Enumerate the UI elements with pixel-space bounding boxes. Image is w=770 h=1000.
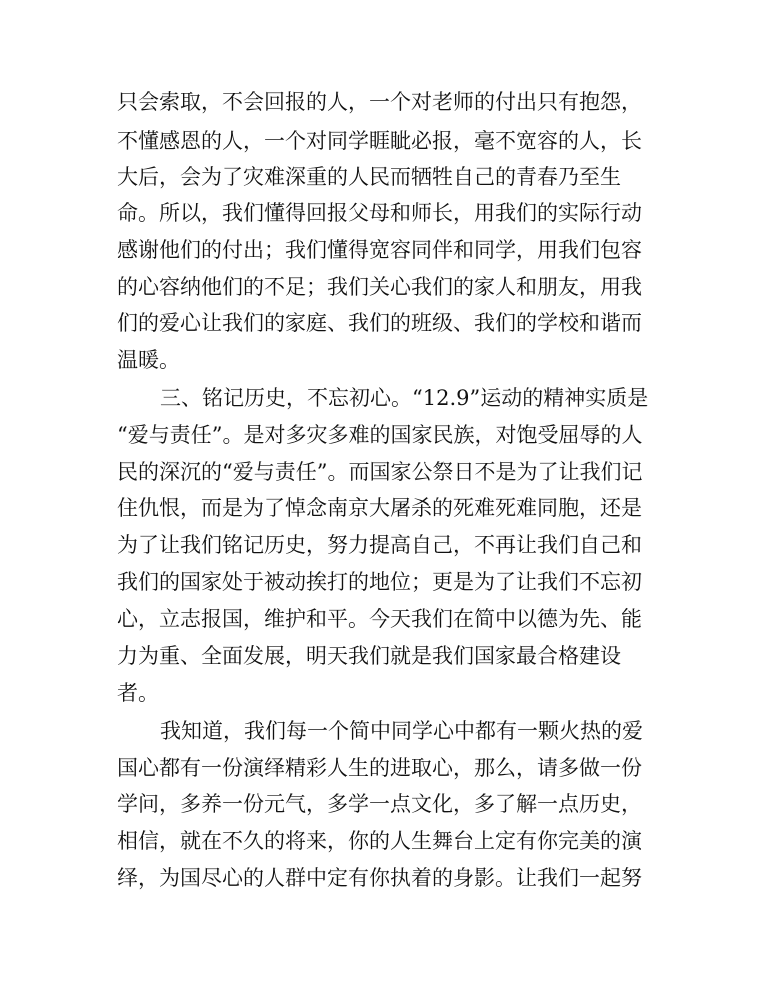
text-line: 相信，就在不久的将来，你的人生舞台上定有你完美的演 (117, 829, 642, 853)
text-line: 民的深沉的“爱与责任”。而国家公祭日不是为了让我们记 (117, 460, 643, 484)
text-line: 只会索取，不会回报的人，一个对老师的付出只有抱怨， (117, 90, 642, 114)
text-line: 不懂感恩的人，一个对同学睚眦必报，毫不宽容的人，长 (117, 129, 642, 153)
text-line: 的心容纳他们的不足；我们关心我们的家人和朋友，用我 (117, 275, 642, 299)
text-line: 住仇恨，而是为了悼念南京大屠杀的死难死难同胞，还是 (117, 496, 642, 520)
text-line: 们的爱心让我们的家庭、我们的班级、我们的学校和谐而 (117, 311, 642, 335)
paragraph-start-line: 我知道，我们每一个简中同学心中都有一颗火热的爱 (160, 719, 643, 743)
text-line: 我们的国家处于被动挨打的地位；更是为了让我们不忘初 (117, 570, 642, 594)
text-line: 力为重、全面发展，明天我们就是我们国家最合格建设 (117, 644, 621, 668)
text-line: 为了让我们铭记历史，努力提高自己，不再让我们自己和 (117, 533, 642, 557)
text-line: 温暖。 (117, 348, 180, 372)
text-line: 大后，会为了灾难深重的人民而牺牲自己的青春乃至生 (117, 165, 621, 189)
text-line: 心，立志报国，维护和平。今天我们在简中以德为先、能 (117, 607, 642, 631)
text-line: 命。所以，我们懂得回报父母和师长，用我们的实际行动 (117, 201, 642, 225)
text-line: 者。 (117, 681, 159, 705)
text-line: 国心都有一份演绎精彩人生的进取心，那么，请多做一份 (117, 756, 642, 780)
text-line: 感谢他们的付出；我们懂得宽容同伴和同学，用我们包容 (117, 238, 642, 262)
paragraph-start-line: 三、铭记历史，不忘初心。“12.9”运动的精神实质是 (160, 386, 649, 410)
text-line: 学问，多养一份元气，多学一点文化，多了解一点历史， (117, 792, 642, 816)
text-line: “爱与责任”。是对多灾多难的国家民族，对饱受屈辱的人 (117, 423, 643, 447)
text-line: 绎，为国尽心的人群中定有你执着的身影。让我们一起努 (117, 866, 642, 890)
